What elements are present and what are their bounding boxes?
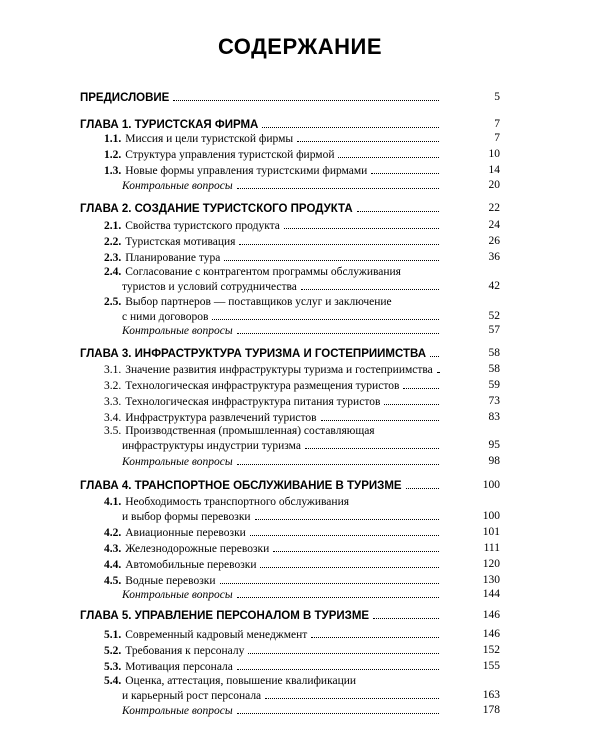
toc-page-number: 58 bbox=[488, 363, 500, 375]
leader-dots bbox=[237, 178, 439, 189]
leader-dots bbox=[262, 117, 439, 128]
leader-dots bbox=[212, 309, 439, 320]
toc-page-number: 52 bbox=[488, 310, 500, 322]
toc-page-number: 120 bbox=[482, 558, 500, 570]
toc-item[interactable] bbox=[104, 295, 392, 310]
toc-item-number: 1.1. bbox=[104, 133, 122, 145]
toc-item-number: 5.3. bbox=[104, 661, 122, 673]
toc-item-text: Свойства туристского продукта bbox=[125, 220, 280, 232]
leader-dots bbox=[237, 703, 439, 714]
toc-item-text: Миссия и цели туристской фирмы bbox=[125, 133, 294, 145]
toc-item-text: Автомобильные перевозки bbox=[125, 559, 257, 571]
toc-page-number: 42 bbox=[488, 280, 500, 292]
toc-page-number: 101 bbox=[482, 526, 500, 538]
leader-dots bbox=[371, 163, 439, 174]
toc-item-text: Требования к персоналу bbox=[125, 645, 245, 657]
leader-dots bbox=[255, 509, 439, 520]
toc-page-number: 22 bbox=[488, 202, 500, 214]
leader-dots bbox=[357, 201, 439, 212]
leader-dots bbox=[311, 627, 439, 638]
toc-item-text: Современный кадровый менеджмент bbox=[125, 629, 308, 641]
page-title: СОДЕРЖАНИЕ bbox=[217, 34, 383, 59]
toc-item-text: Согласование с контрагентом программы обслуживания bbox=[125, 266, 401, 278]
toc-review-questions[interactable] bbox=[122, 178, 500, 196]
leader-dots bbox=[305, 438, 439, 449]
toc-chapter-5[interactable] bbox=[80, 608, 500, 626]
toc-item-number: 3.1. bbox=[104, 364, 122, 376]
toc-page-number: 100 bbox=[482, 510, 500, 522]
toc-item-text: Производственная (промышленная) составляющая bbox=[125, 425, 375, 437]
toc-item-number: 4.5. bbox=[104, 575, 122, 587]
leader-dots bbox=[373, 608, 439, 619]
toc-page-number: 146 bbox=[482, 628, 500, 640]
leader-dots bbox=[173, 90, 439, 101]
toc-item-number: 4.4. bbox=[104, 559, 122, 571]
toc-item-text: туристов и условий сотрудничества bbox=[122, 281, 297, 293]
toc-item-number: 4.3. bbox=[104, 543, 122, 555]
toc-item-text: Железнодорожные перевозки bbox=[125, 543, 270, 555]
toc-chapter-label: ПРЕДИСЛОВИЕ bbox=[80, 92, 170, 104]
toc-page-number: 24 bbox=[488, 219, 500, 231]
leader-dots bbox=[237, 659, 439, 670]
leader-dots bbox=[224, 250, 439, 261]
leader-dots bbox=[321, 410, 439, 421]
toc-item-number: 3.4. bbox=[104, 412, 122, 424]
toc-page-number: 146 bbox=[482, 609, 500, 621]
toc-item-text: Инфраструктура развлечений туристов bbox=[125, 412, 317, 424]
toc-item-number: 3.5. bbox=[104, 425, 122, 437]
toc-item-text: Значение развития инфраструктуры туризма и гостеприимства bbox=[125, 364, 433, 376]
leader-dots bbox=[248, 643, 439, 654]
toc-item-number: 2.5. bbox=[104, 296, 122, 308]
toc-review-questions[interactable] bbox=[122, 703, 500, 721]
toc-chapter-label: ГЛАВА 2. СОЗДАНИЕ ТУРИСТСКОГО ПРОДУКТА bbox=[80, 203, 353, 215]
leader-dots bbox=[239, 234, 439, 245]
toc-chapter-4[interactable] bbox=[80, 478, 500, 496]
toc-page-number: 36 bbox=[488, 251, 500, 263]
toc-page-number: 59 bbox=[488, 379, 500, 391]
toc-item-text: и выбор формы перевозки bbox=[122, 511, 251, 523]
toc-page-number: 155 bbox=[482, 660, 500, 672]
toc-review-questions[interactable] bbox=[122, 323, 500, 341]
toc-item-number: 4.1. bbox=[104, 496, 122, 508]
toc-page-number: 144 bbox=[482, 588, 500, 600]
leader-dots bbox=[237, 587, 439, 598]
toc-item-text: Контрольные вопросы bbox=[122, 325, 233, 337]
leader-dots bbox=[437, 362, 439, 373]
leader-dots bbox=[237, 454, 439, 465]
leader-dots bbox=[237, 323, 439, 334]
toc-item-number: 5.1. bbox=[104, 629, 122, 641]
toc-item-text: Выбор партнеров — поставщиков услуг и заключение bbox=[125, 296, 392, 308]
toc-preface[interactable] bbox=[80, 90, 500, 108]
toc-chapter-label: ГЛАВА 3. ИНФРАСТРУКТУРА ТУРИЗМА И ГОСТЕПРИИМСТВА bbox=[80, 348, 427, 360]
toc-page-number: 20 bbox=[488, 179, 500, 191]
toc-page-number: 95 bbox=[488, 439, 500, 451]
toc-item-text: Контрольные вопросы bbox=[122, 589, 233, 601]
toc-page-number: 73 bbox=[488, 395, 500, 407]
toc-item-number: 2.3. bbox=[104, 252, 122, 264]
toc-item-text: Туристская мотивация bbox=[125, 236, 236, 248]
toc-page-number: 5 bbox=[494, 91, 500, 103]
toc-item-text: Контрольные вопросы bbox=[122, 705, 233, 717]
toc-item-number: 2.1. bbox=[104, 220, 122, 232]
leader-dots bbox=[297, 131, 439, 142]
leader-dots bbox=[284, 218, 439, 229]
toc-item-text: Авиационные перевозки bbox=[125, 527, 246, 539]
toc-item-text: инфраструктуры индустрии туризма bbox=[122, 440, 301, 452]
toc-item-text: Необходимость транспортного обслуживания bbox=[125, 496, 350, 508]
toc-item-number: 1.3. bbox=[104, 165, 122, 177]
toc-item-text: Новые формы управления туристскими фирмами bbox=[125, 165, 368, 177]
toc-item-text: с ними договоров bbox=[122, 311, 209, 323]
toc-item[interactable] bbox=[104, 674, 356, 689]
toc-review-questions[interactable] bbox=[122, 454, 500, 472]
toc-page-number: 100 bbox=[482, 479, 500, 491]
toc-page-number: 98 bbox=[488, 455, 500, 467]
leader-dots bbox=[384, 394, 439, 405]
toc-item-text: Технологическая инфраструктура питания туристов bbox=[125, 396, 381, 408]
toc-item-text: Контрольные вопросы bbox=[122, 456, 233, 468]
leader-dots bbox=[406, 478, 439, 489]
toc-page-number: 26 bbox=[488, 235, 500, 247]
toc-item[interactable] bbox=[104, 495, 349, 510]
toc-page-number: 7 bbox=[494, 118, 500, 130]
toc-page-number: 14 bbox=[488, 164, 500, 176]
leader-dots bbox=[250, 525, 439, 536]
leader-dots bbox=[260, 557, 439, 568]
toc-item-number: 2.4. bbox=[104, 266, 122, 278]
toc-item-number: 5.4. bbox=[104, 675, 122, 687]
toc-review-questions[interactable] bbox=[122, 587, 500, 605]
leader-dots bbox=[338, 147, 439, 158]
leader-dots bbox=[265, 688, 439, 699]
toc-item-text: Планирование тура bbox=[125, 252, 221, 264]
toc-item-text: Технологическая инфраструктура размещения туристов bbox=[125, 380, 400, 392]
leader-dots bbox=[301, 279, 439, 290]
toc-item-number: 5.2. bbox=[104, 645, 122, 657]
toc-page-number: 130 bbox=[482, 574, 500, 586]
toc-item-text: Структура управления туристской фирмой bbox=[125, 149, 335, 161]
toc-item-number: 4.2. bbox=[104, 527, 122, 539]
leader-dots bbox=[403, 378, 439, 389]
toc-item-text: Контрольные вопросы bbox=[122, 180, 233, 192]
toc-page-number: 163 bbox=[482, 689, 500, 701]
toc-item-text: и карьерный рост персонала bbox=[122, 690, 262, 702]
toc-page-number: 178 bbox=[482, 704, 500, 716]
toc-item-text: Мотивация персонала bbox=[125, 661, 233, 673]
toc-page-number: 111 bbox=[483, 542, 500, 554]
toc-page-number: 152 bbox=[482, 644, 500, 656]
toc-item-number: 2.2. bbox=[104, 236, 122, 248]
toc-item-number: 3.2. bbox=[104, 380, 122, 392]
toc-item[interactable] bbox=[104, 424, 375, 439]
toc-page-number: 7 bbox=[494, 132, 500, 144]
toc-page-number: 10 bbox=[488, 148, 500, 160]
toc-page-number: 58 bbox=[488, 347, 500, 359]
toc-item-text: Водные перевозки bbox=[125, 575, 216, 587]
toc-item-number: 3.3. bbox=[104, 396, 122, 408]
toc-page-number: 57 bbox=[488, 324, 500, 336]
leader-dots bbox=[220, 573, 439, 584]
toc-chapter-label: ГЛАВА 5. УПРАВЛЕНИЕ ПЕРСОНАЛОМ В ТУРИЗМЕ bbox=[80, 610, 370, 622]
toc-item[interactable] bbox=[104, 265, 401, 280]
toc-page-number: 83 bbox=[488, 411, 500, 423]
toc-chapter-label: ГЛАВА 4. ТРАНСПОРТНОЕ ОБСЛУЖИВАНИЕ В ТУРИЗМЕ bbox=[80, 480, 402, 492]
leader-dots bbox=[430, 346, 439, 357]
toc-chapter-label: ГЛАВА 1. ТУРИСТСКАЯ ФИРМА bbox=[80, 119, 259, 131]
toc-item-number: 1.2. bbox=[104, 149, 122, 161]
toc-chapter-2[interactable] bbox=[80, 201, 500, 219]
leader-dots bbox=[273, 541, 439, 552]
toc-item-text: Оценка, аттестация, повышение квалификации bbox=[125, 675, 357, 687]
